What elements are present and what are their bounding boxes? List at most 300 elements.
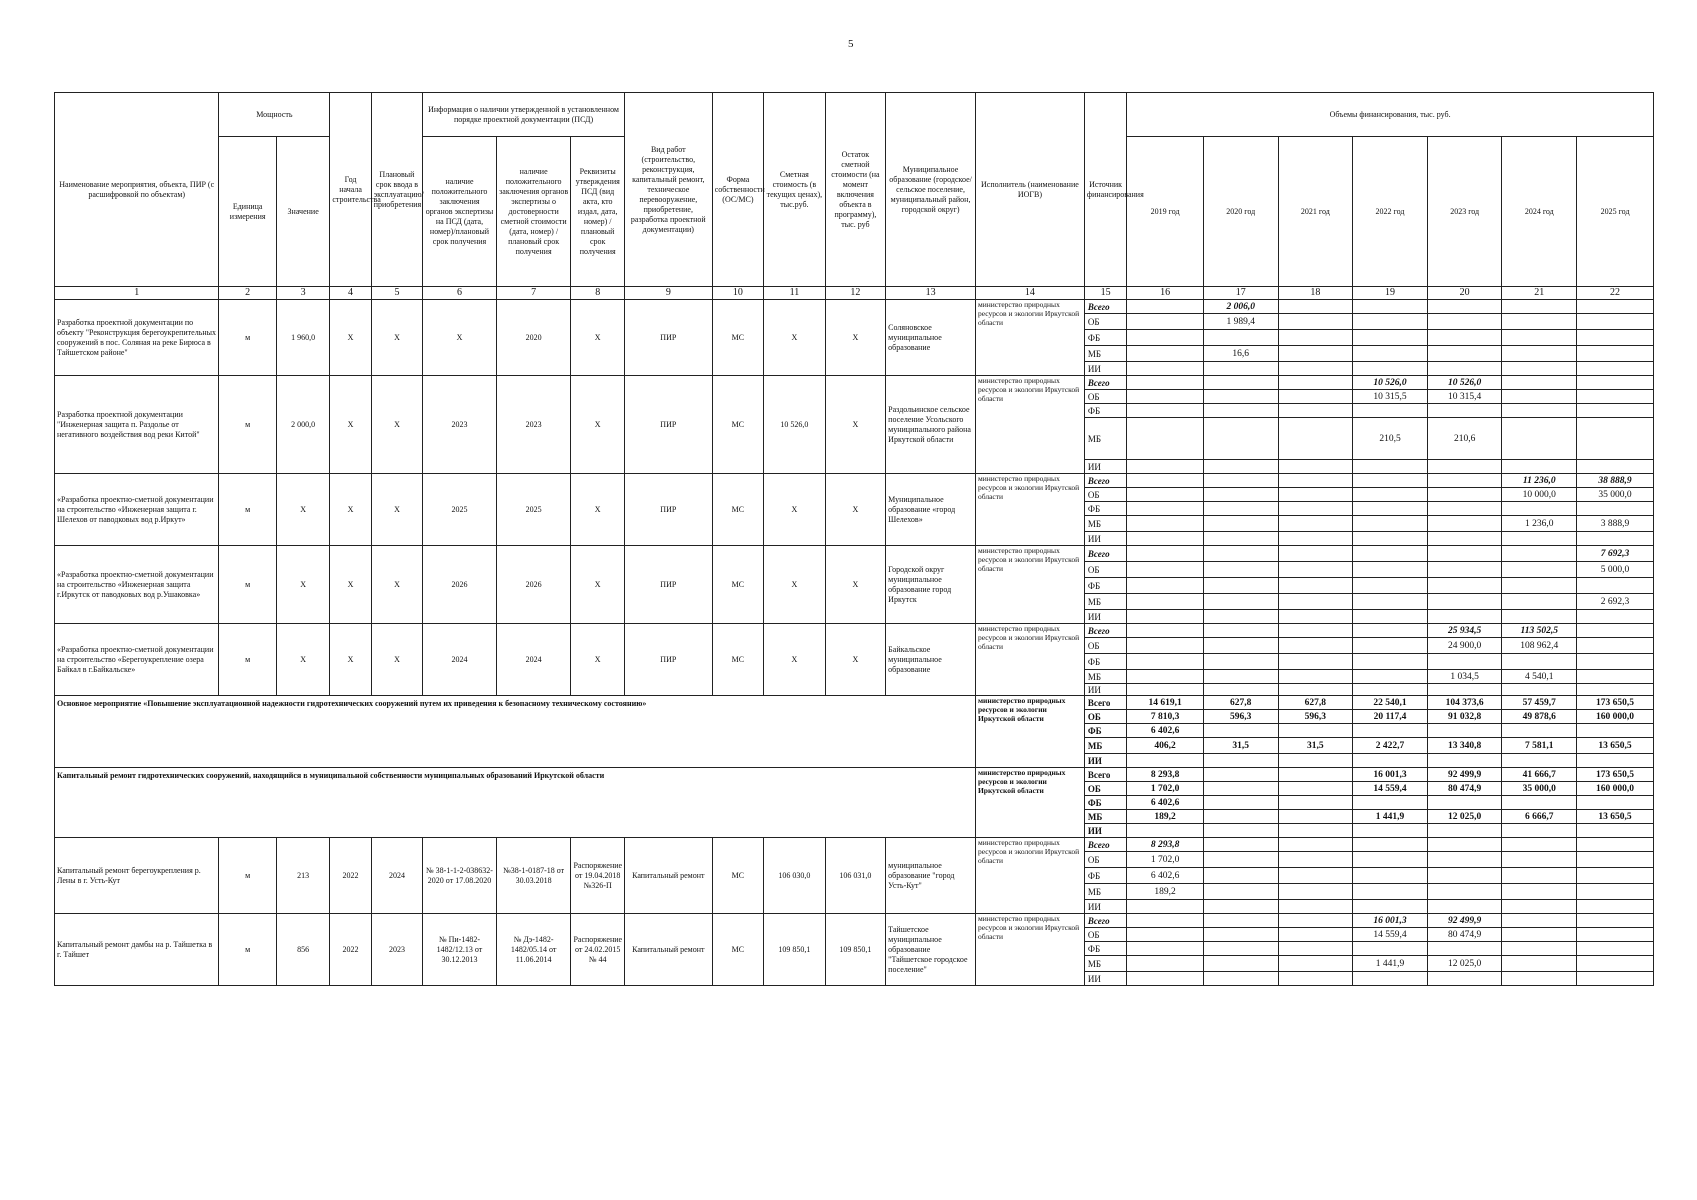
psd-reliability-cell: №38-1-0187-18 от 30.03.2018 <box>496 838 571 914</box>
amount-cell <box>1203 532 1278 546</box>
amount-cell: 12 025,0 <box>1427 956 1502 972</box>
source-label: МБ <box>1084 956 1126 972</box>
amount-cell <box>1278 638 1353 654</box>
amount-cell <box>1278 684 1353 696</box>
amount-cell <box>1278 460 1353 474</box>
amount-cell <box>1502 314 1577 330</box>
unit-cell: м <box>219 376 277 474</box>
psd-positive-cell: № 38-1-1-2-038632-2020 от 17.08.2020 <box>423 838 497 914</box>
amount-cell: 38 888,9 <box>1577 474 1654 488</box>
amount-cell <box>1577 972 1654 986</box>
amount-cell: 10 315,5 <box>1353 390 1428 404</box>
amount-cell: 8 293,8 <box>1127 838 1204 852</box>
table-row <box>55 838 1654 852</box>
amount-cell: 6 666,7 <box>1502 810 1577 824</box>
amount-cell <box>1127 562 1204 578</box>
amount-cell <box>1502 532 1577 546</box>
amount-cell: 1 702,0 <box>1127 782 1204 796</box>
amount-cell: 91 032,8 <box>1427 710 1502 724</box>
remaining-cost-cell: Х <box>825 546 886 624</box>
amount-cell <box>1127 502 1204 516</box>
amount-cell <box>1353 362 1428 376</box>
source-label: ИИ <box>1084 754 1126 768</box>
amount-cell <box>1203 900 1278 914</box>
amount-cell <box>1127 610 1204 624</box>
amount-cell <box>1278 532 1353 546</box>
amount-cell <box>1502 502 1577 516</box>
source-label: МБ <box>1084 516 1126 532</box>
amount-cell <box>1502 852 1577 868</box>
amount-cell <box>1278 546 1353 562</box>
source-label: ОБ <box>1084 638 1126 654</box>
amount-cell <box>1427 346 1502 362</box>
amount-cell <box>1427 532 1502 546</box>
amount-cell <box>1353 824 1428 838</box>
header-row-1 <box>55 93 1654 137</box>
amount-cell <box>1577 838 1654 852</box>
source-label: ИИ <box>1084 972 1126 986</box>
source-label: Всего <box>1084 838 1126 852</box>
amount-cell <box>1577 578 1654 594</box>
psd-positive-cell: Х <box>423 300 497 376</box>
amount-cell <box>1577 460 1654 474</box>
municipality-cell: Соляновское муниципальное образование <box>886 300 976 376</box>
amount-cell <box>1278 670 1353 684</box>
amount-cell <box>1427 516 1502 532</box>
amount-cell <box>1353 346 1428 362</box>
amount-cell: 104 373,6 <box>1427 696 1502 710</box>
amount-cell <box>1353 942 1428 956</box>
amount-cell <box>1278 594 1353 610</box>
amount-cell: 8 293,8 <box>1127 768 1204 782</box>
amount-cell <box>1353 638 1428 654</box>
amount-cell <box>1427 502 1502 516</box>
amount-cell: 5 000,0 <box>1577 562 1654 578</box>
amount-cell <box>1278 474 1353 488</box>
amount-cell <box>1203 670 1278 684</box>
amount-cell <box>1502 562 1577 578</box>
amount-cell: 57 459,7 <box>1502 696 1577 710</box>
amount-cell <box>1127 900 1204 914</box>
amount-cell: 7 581,1 <box>1502 738 1577 754</box>
amount-cell <box>1353 330 1428 346</box>
column-number: 9 <box>624 287 712 300</box>
amount-cell <box>1577 390 1654 404</box>
header-remaining-cost: Остаток сметной стоимости (на момент включения объекта в программу), тыс. руб <box>825 93 886 287</box>
psd-reliability-cell: 2024 <box>496 624 571 696</box>
amount-cell <box>1577 654 1654 670</box>
amount-cell <box>1127 654 1204 670</box>
amount-cell <box>1127 390 1204 404</box>
amount-cell <box>1353 300 1428 314</box>
amount-cell <box>1353 724 1428 738</box>
source-label: ФБ <box>1084 868 1126 884</box>
source-label: ИИ <box>1084 362 1126 376</box>
amount-cell <box>1203 578 1278 594</box>
amount-cell <box>1353 900 1428 914</box>
amount-cell <box>1278 578 1353 594</box>
section-executor: министерство природных ресурсов и экологии Иркутской области <box>975 696 1084 768</box>
header-year: 2022 год <box>1353 137 1428 287</box>
amount-cell <box>1278 884 1353 900</box>
amount-cell: 210,5 <box>1353 418 1428 460</box>
column-number: 3 <box>276 287 329 300</box>
amount-cell <box>1577 624 1654 638</box>
amount-cell <box>1427 460 1502 474</box>
executor-cell: министерство природных ресурсов и экологии Иркутской области <box>975 624 1084 696</box>
amount-cell <box>1427 474 1502 488</box>
amount-cell <box>1127 488 1204 502</box>
source-label: ФБ <box>1084 404 1126 418</box>
header-capacity: Мощность <box>219 93 330 137</box>
amount-cell <box>1502 376 1577 390</box>
psd-details-cell: Х <box>571 624 624 696</box>
amount-cell <box>1577 900 1654 914</box>
amount-cell <box>1502 404 1577 418</box>
psd-positive-cell: 2026 <box>423 546 497 624</box>
amount-cell: 49 878,6 <box>1502 710 1577 724</box>
column-number: 2 <box>219 287 277 300</box>
amount-cell <box>1203 942 1278 956</box>
amount-cell <box>1577 346 1654 362</box>
amount-cell <box>1203 404 1278 418</box>
amount-cell <box>1427 546 1502 562</box>
column-number: 12 <box>825 287 886 300</box>
amount-cell <box>1127 404 1204 418</box>
amount-cell: 25 934,5 <box>1427 624 1502 638</box>
amount-cell <box>1353 404 1428 418</box>
remaining-cost-cell: 109 850,1 <box>825 914 886 986</box>
amount-cell <box>1278 724 1353 738</box>
amount-cell <box>1278 314 1353 330</box>
amount-cell: 7 692,3 <box>1577 546 1654 562</box>
amount-cell <box>1278 810 1353 824</box>
column-number: 22 <box>1577 287 1654 300</box>
column-number: 19 <box>1353 287 1428 300</box>
capacity-value: Х <box>276 474 329 546</box>
amount-cell <box>1278 502 1353 516</box>
amount-cell: 80 474,9 <box>1427 928 1502 942</box>
amount-cell <box>1353 972 1428 986</box>
amount-cell: 210,6 <box>1427 418 1502 460</box>
amount-cell <box>1278 376 1353 390</box>
header-year: 2024 год <box>1502 137 1577 287</box>
work-type-cell: ПИР <box>624 474 712 546</box>
amount-cell <box>1203 956 1278 972</box>
amount-cell <box>1502 546 1577 562</box>
source-label: МБ <box>1084 670 1126 684</box>
amount-cell <box>1502 838 1577 852</box>
executor-cell: министерство природных ресурсов и экологии Иркутской области <box>975 376 1084 474</box>
amount-cell: 35 000,0 <box>1577 488 1654 502</box>
amount-cell: 10 000,0 <box>1502 488 1577 502</box>
amount-cell: 6 402,6 <box>1127 724 1204 738</box>
amount-cell <box>1203 884 1278 900</box>
amount-cell <box>1577 418 1654 460</box>
header-year: 2021 год <box>1278 137 1353 287</box>
psd-details-cell: Распоряжение от 24.02.2015 № 44 <box>571 914 624 986</box>
amount-cell <box>1127 638 1204 654</box>
amount-cell <box>1278 942 1353 956</box>
amount-cell: 31,5 <box>1203 738 1278 754</box>
amount-cell: 596,3 <box>1203 710 1278 724</box>
psd-details-cell: Х <box>571 376 624 474</box>
amount-cell <box>1577 362 1654 376</box>
table-row <box>55 300 1654 314</box>
header-year: 2019 год <box>1127 137 1204 287</box>
psd-positive-cell: 2025 <box>423 474 497 546</box>
amount-cell <box>1278 330 1353 346</box>
amount-cell <box>1502 300 1577 314</box>
ownership-cell: МС <box>712 376 763 474</box>
amount-cell <box>1127 418 1204 460</box>
source-label: ФБ <box>1084 796 1126 810</box>
source-label: Всего <box>1084 376 1126 390</box>
column-number-row <box>55 287 1654 300</box>
amount-cell <box>1353 838 1428 852</box>
section-executor: министерство природных ресурсов и экологии Иркутской области <box>975 768 1084 838</box>
amount-cell <box>1427 852 1502 868</box>
amount-cell <box>1278 868 1353 884</box>
object-name: «Разработка проектно-сметной документации на строительство «Берегоукрепление озера Байкал в г.Байкальске» <box>55 624 219 696</box>
amount-cell: 16 001,3 <box>1353 768 1428 782</box>
amount-cell: 24 900,0 <box>1427 638 1502 654</box>
source-label: МБ <box>1084 884 1126 900</box>
source-label: Всего <box>1084 914 1126 928</box>
estimated-cost-cell: 106 030,0 <box>764 838 826 914</box>
psd-reliability-cell: 2026 <box>496 546 571 624</box>
source-label: ИИ <box>1084 824 1126 838</box>
amount-cell <box>1502 942 1577 956</box>
amount-cell <box>1502 754 1577 768</box>
column-number: 14 <box>975 287 1084 300</box>
amount-cell <box>1127 376 1204 390</box>
amount-cell: 189,2 <box>1127 810 1204 824</box>
table-row <box>55 914 1654 928</box>
column-number: 7 <box>496 287 571 300</box>
amount-cell <box>1353 546 1428 562</box>
amount-cell <box>1577 684 1654 696</box>
executor-cell: министерство природных ресурсов и экологии Иркутской области <box>975 546 1084 624</box>
amount-cell <box>1427 900 1502 914</box>
amount-cell <box>1577 868 1654 884</box>
amount-cell: 20 117,4 <box>1353 710 1428 724</box>
planned-term-cell: 2023 <box>371 914 422 986</box>
start-year-cell: Х <box>330 376 371 474</box>
column-number: 13 <box>886 287 976 300</box>
amount-cell <box>1127 346 1204 362</box>
header-year: 2025 год <box>1577 137 1654 287</box>
amount-cell: 7 810,3 <box>1127 710 1204 724</box>
amount-cell <box>1278 562 1353 578</box>
source-label: ИИ <box>1084 532 1126 546</box>
amount-cell <box>1502 956 1577 972</box>
remaining-cost-cell: Х <box>825 624 886 696</box>
amount-cell: 10 315,4 <box>1427 390 1502 404</box>
amount-cell <box>1278 900 1353 914</box>
unit-cell: м <box>219 624 277 696</box>
source-label: Всего <box>1084 696 1126 710</box>
amount-cell <box>1127 942 1204 956</box>
amount-cell <box>1203 390 1278 404</box>
amount-cell <box>1353 502 1428 516</box>
amount-cell <box>1427 824 1502 838</box>
source-label: МБ <box>1084 418 1126 460</box>
source-label: МБ <box>1084 810 1126 824</box>
header-estimated-cost: Сметная стоимость (в текущих ценах), тыс.руб. <box>764 93 826 287</box>
amount-cell <box>1278 404 1353 418</box>
amount-cell: 22 540,1 <box>1353 696 1428 710</box>
amount-cell <box>1577 404 1654 418</box>
amount-cell: 1 034,5 <box>1427 670 1502 684</box>
remaining-cost-cell: Х <box>825 474 886 546</box>
amount-cell <box>1427 942 1502 956</box>
amount-cell <box>1427 594 1502 610</box>
header-source: Источник финансирования <box>1084 93 1126 287</box>
source-label: МБ <box>1084 594 1126 610</box>
work-type-cell: Капитальный ремонт <box>624 838 712 914</box>
amount-cell <box>1127 914 1204 928</box>
amount-cell <box>1502 914 1577 928</box>
header-ownership: Форма собственности (ОС/МС) <box>712 93 763 287</box>
source-label: Всего <box>1084 768 1126 782</box>
amount-cell <box>1353 474 1428 488</box>
amount-cell <box>1427 724 1502 738</box>
amount-cell: 14 559,4 <box>1353 782 1428 796</box>
amount-cell <box>1127 362 1204 376</box>
column-number: 8 <box>571 287 624 300</box>
amount-cell <box>1127 546 1204 562</box>
column-number: 4 <box>330 287 371 300</box>
ownership-cell: МС <box>712 838 763 914</box>
amount-cell <box>1127 956 1204 972</box>
amount-cell: 627,8 <box>1203 696 1278 710</box>
psd-details-cell: Распоряжение от 19.04.2018 №326-П <box>571 838 624 914</box>
amount-cell <box>1427 562 1502 578</box>
amount-cell <box>1127 824 1204 838</box>
start-year-cell: Х <box>330 474 371 546</box>
amount-cell <box>1353 516 1428 532</box>
amount-cell: 80 474,9 <box>1427 782 1502 796</box>
header-unit: Единица измерения <box>219 137 277 287</box>
column-number: 15 <box>1084 287 1126 300</box>
amount-cell: 92 499,9 <box>1427 768 1502 782</box>
page-number: 5 <box>848 38 854 50</box>
amount-cell: 1 441,9 <box>1353 956 1428 972</box>
table-row <box>55 474 1654 488</box>
amount-cell <box>1353 796 1428 810</box>
capacity-value: 1 960,0 <box>276 300 329 376</box>
source-label: ОБ <box>1084 710 1126 724</box>
amount-cell <box>1203 594 1278 610</box>
column-number: 18 <box>1278 287 1353 300</box>
amount-cell <box>1127 578 1204 594</box>
amount-cell <box>1203 810 1278 824</box>
amount-cell <box>1502 654 1577 670</box>
table-row <box>55 546 1654 562</box>
amount-cell: 108 962,4 <box>1502 638 1577 654</box>
amount-cell <box>1203 782 1278 796</box>
header-start-year: Год начала строительства <box>330 93 371 287</box>
amount-cell <box>1203 638 1278 654</box>
municipality-cell: муниципальное образование "город Усть-Кут" <box>886 838 976 914</box>
amount-cell <box>1353 670 1428 684</box>
amount-cell: 1 702,0 <box>1127 852 1204 868</box>
capacity-value: 856 <box>276 914 329 986</box>
amount-cell: 11 236,0 <box>1502 474 1577 488</box>
amount-cell <box>1577 914 1654 928</box>
psd-details-cell: Х <box>571 300 624 376</box>
column-number: 17 <box>1203 287 1278 300</box>
amount-cell <box>1203 610 1278 624</box>
amount-cell <box>1427 972 1502 986</box>
amount-cell: 13 650,5 <box>1577 738 1654 754</box>
source-label: ОБ <box>1084 314 1126 330</box>
amount-cell <box>1502 972 1577 986</box>
amount-cell: 31,5 <box>1278 738 1353 754</box>
section-title: Капитальный ремонт гидротехнических сооружений, находящийся в муниципальной собственности муниципальных образований Иркутской области <box>55 768 976 838</box>
start-year-cell: 2022 <box>330 914 371 986</box>
source-label: Всего <box>1084 300 1126 314</box>
amount-cell <box>1502 724 1577 738</box>
amount-cell <box>1502 684 1577 696</box>
amount-cell <box>1502 460 1577 474</box>
object-name: «Разработка проектно-сметной документации на строительство «Инженерная защита г. Шелехов от паводковых вод р.Иркут» <box>55 474 219 546</box>
amount-cell: 41 666,7 <box>1502 768 1577 782</box>
source-label: ОБ <box>1084 390 1126 404</box>
amount-cell <box>1353 532 1428 546</box>
psd-reliability-cell: 2020 <box>496 300 571 376</box>
source-label: ИИ <box>1084 460 1126 474</box>
estimated-cost-cell: Х <box>764 624 826 696</box>
amount-cell <box>1353 884 1428 900</box>
amount-cell <box>1278 852 1353 868</box>
source-label: ФБ <box>1084 330 1126 346</box>
amount-cell <box>1127 330 1204 346</box>
amount-cell <box>1502 594 1577 610</box>
planned-term-cell: Х <box>371 300 422 376</box>
amount-cell <box>1577 376 1654 390</box>
amount-cell <box>1427 300 1502 314</box>
amount-cell <box>1353 594 1428 610</box>
column-number: 5 <box>371 287 422 300</box>
source-label: ФБ <box>1084 502 1126 516</box>
amount-cell <box>1353 578 1428 594</box>
amount-cell <box>1278 824 1353 838</box>
amount-cell <box>1127 460 1204 474</box>
amount-cell <box>1278 754 1353 768</box>
amount-cell: 596,3 <box>1278 710 1353 724</box>
amount-cell: 16 001,3 <box>1353 914 1428 928</box>
amount-cell <box>1577 610 1654 624</box>
column-number: 6 <box>423 287 497 300</box>
object-name: Разработка проектной документации "Инженерная защита п. Раздолье от негативного воздействия вод реки Китой" <box>55 376 219 474</box>
source-label: ИИ <box>1084 900 1126 914</box>
source-label: Всего <box>1084 546 1126 562</box>
amount-cell: 627,8 <box>1278 696 1353 710</box>
amount-cell <box>1127 670 1204 684</box>
start-year-cell: 2022 <box>330 838 371 914</box>
planned-term-cell: Х <box>371 376 422 474</box>
amount-cell: 14 619,1 <box>1127 696 1204 710</box>
amount-cell <box>1427 684 1502 696</box>
ownership-cell: МС <box>712 546 763 624</box>
capacity-value: 2 000,0 <box>276 376 329 474</box>
amount-cell <box>1577 796 1654 810</box>
amount-cell: 14 559,4 <box>1353 928 1428 942</box>
municipality-cell: Муниципальное образование «город Шелехов» <box>886 474 976 546</box>
amount-cell <box>1278 610 1353 624</box>
